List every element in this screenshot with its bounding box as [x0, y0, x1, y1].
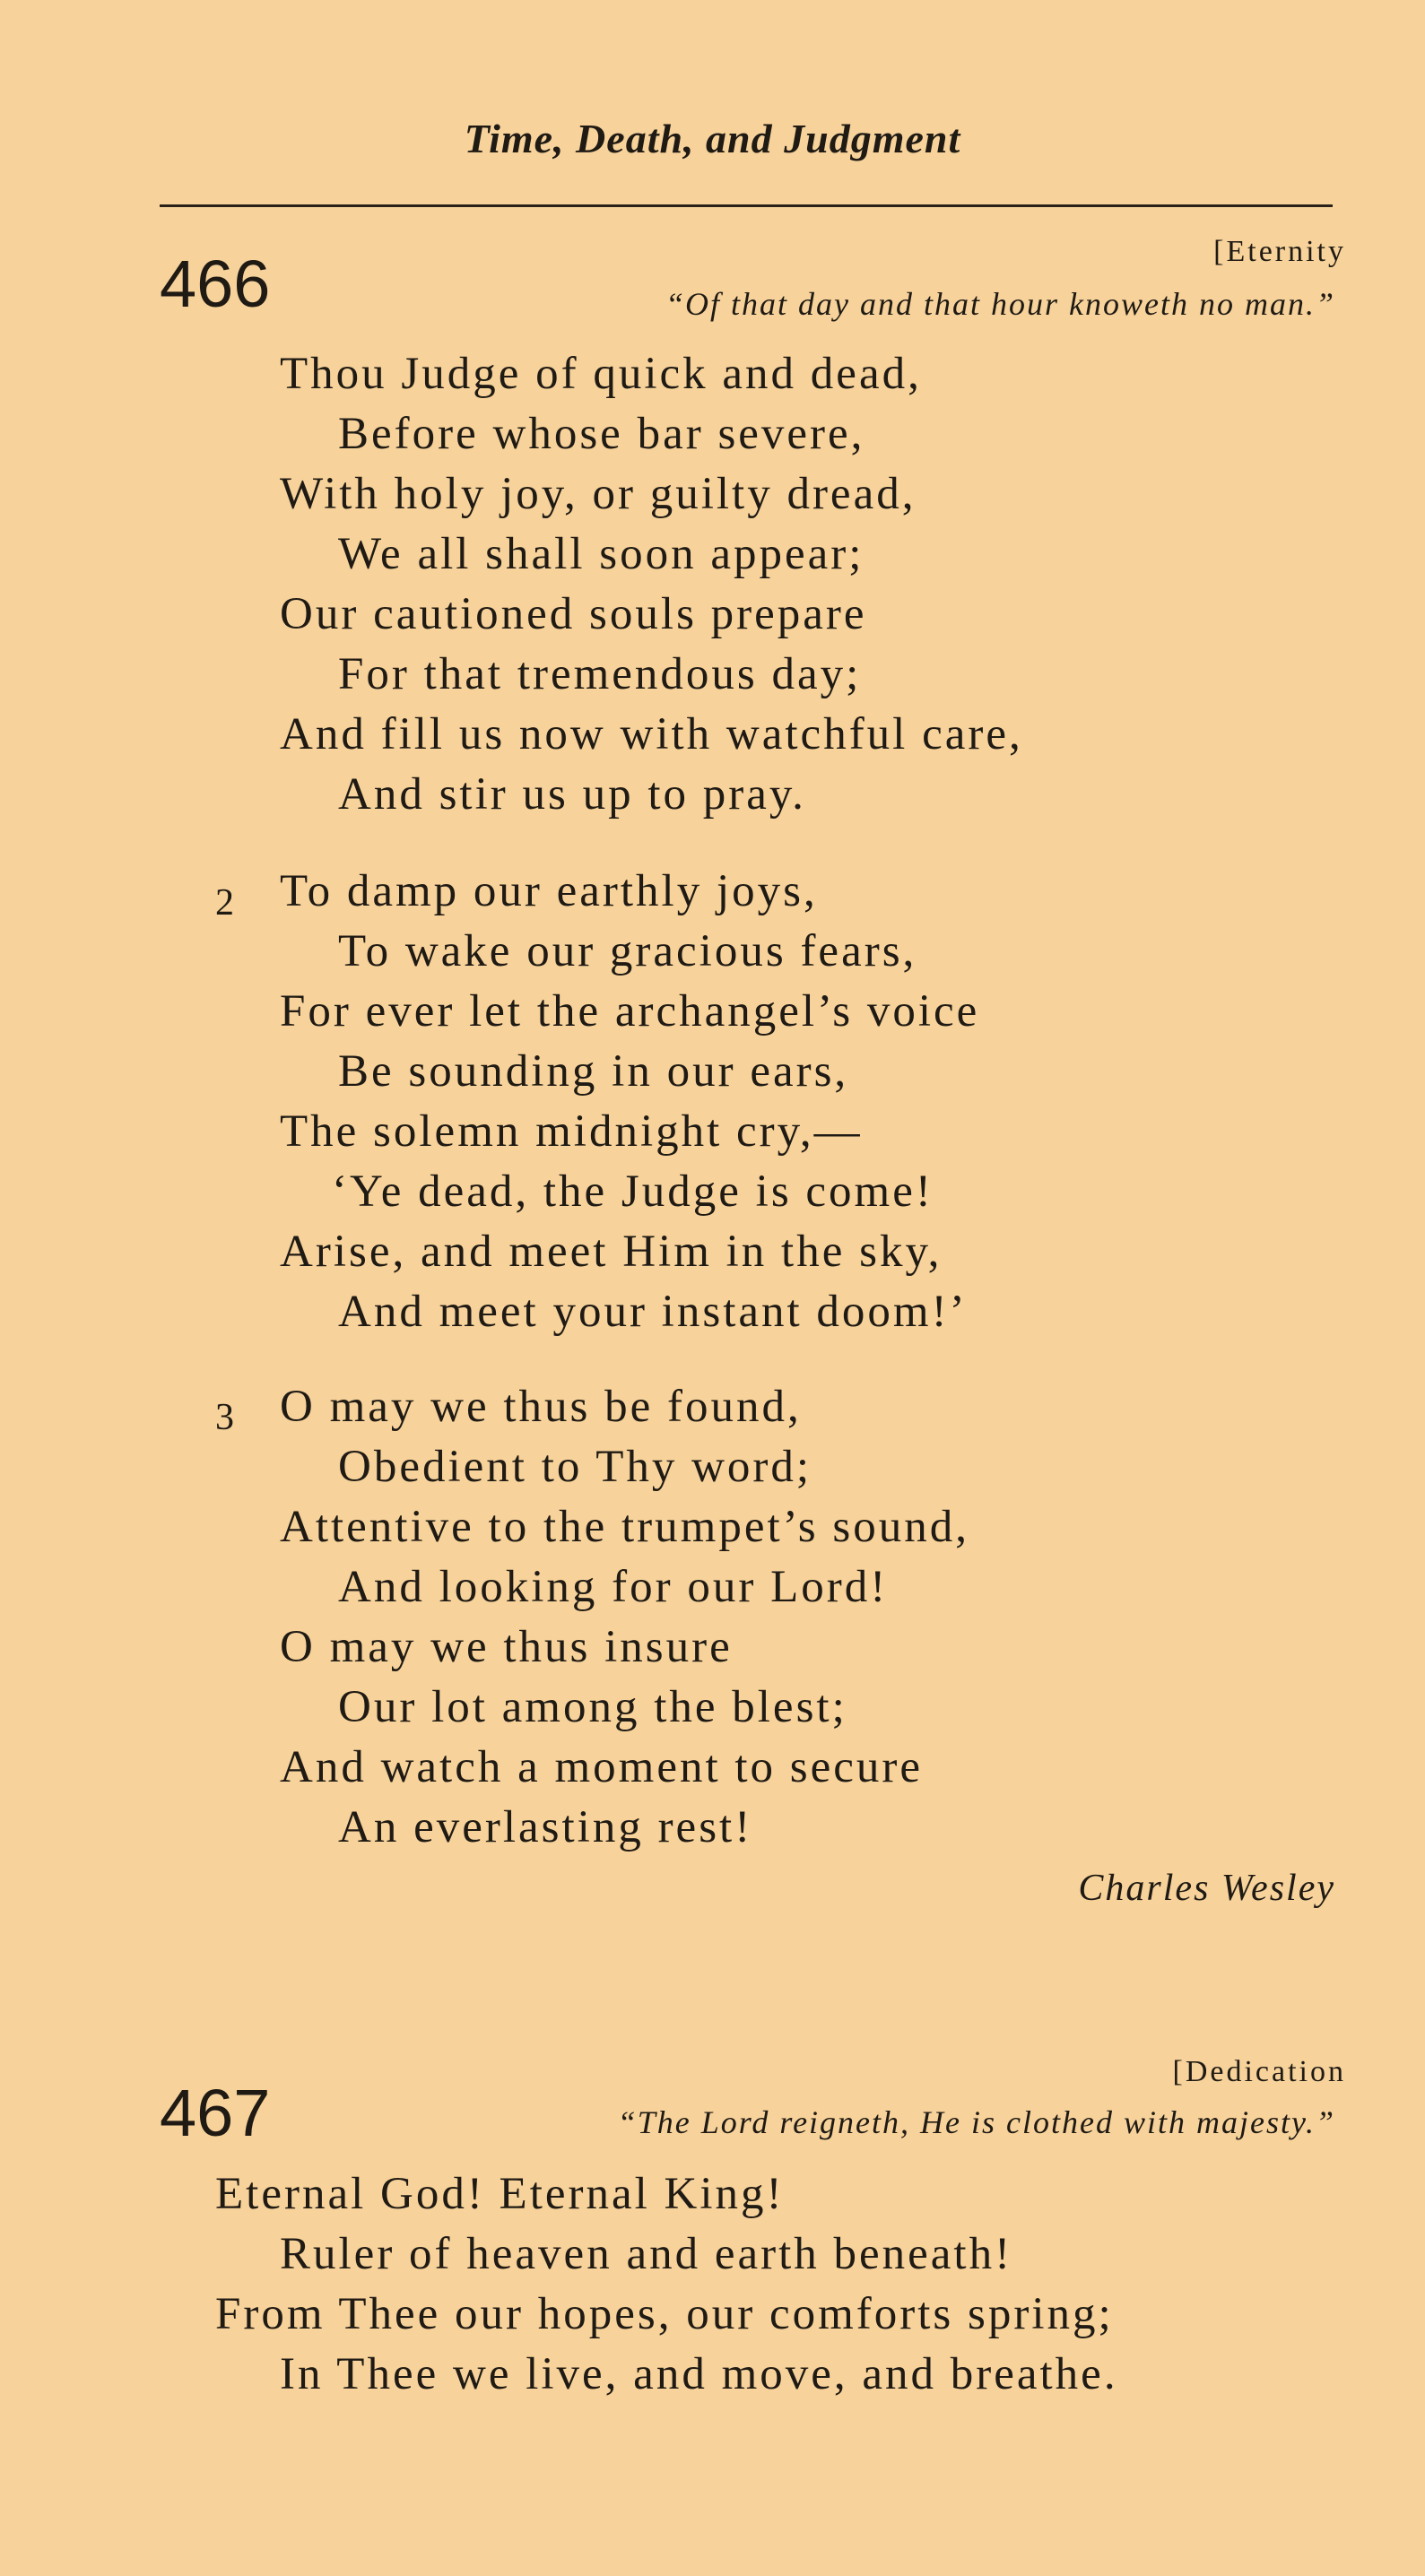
hymn-466-line: For that tremendous day; [338, 649, 862, 699]
hymn-466-line: And meet your instant doom!’ [338, 1287, 968, 1337]
hymn-466-line: With holy joy, or guilty dread, [280, 469, 917, 519]
hymn-466-line: To damp our earthly joys, [280, 866, 818, 916]
hymn-466-line: Be sounding in our ears, [338, 1046, 849, 1097]
hymn-466-topic: [Eternity [1213, 235, 1346, 268]
hymn-466-line: Attentive to the trumpet’s sound, [280, 1502, 969, 1552]
hymn-466-line: And stir us up to pray. [338, 769, 806, 820]
hymn-466-line: And watch a moment to secure [280, 1742, 924, 1792]
hymn-466-author: Charles Wesley [1078, 1868, 1335, 1909]
header-rule [160, 204, 1333, 207]
hymn-466-line: And looking for our Lord! [338, 1562, 889, 1612]
hymn-466-line: And fill us now with watchful care, [280, 709, 1023, 759]
hymn-466-line: Obedient to Thy word; [338, 1442, 812, 1492]
hymn-466-line: Our lot among the blest; [338, 1682, 847, 1732]
hymn-466-line: O may we thus be found, [280, 1382, 802, 1432]
hymn-467-line: Ruler of heaven and earth beneath! [280, 2229, 1013, 2279]
hymn-466-line: O may we thus insure [280, 1622, 733, 1672]
hymn-466-epigraph: “Of that day and that hour knoweth no man.” [665, 286, 1335, 322]
hymn-467-topic: [Dedication [1172, 2055, 1346, 2088]
hymn-467-epigraph: “The Lord reigneth, He is clothed with majesty.” [617, 2104, 1335, 2140]
hymn-466-line: Our cautioned souls prepare [280, 589, 867, 639]
hymn-466-line: An everlasting rest! [338, 1802, 753, 1852]
hymn-467-line: From Thee our hopes, our comforts spring; [215, 2289, 1114, 2339]
hymn-466-line: To wake our gracious fears, [338, 926, 917, 976]
hymn-466-line: We all shall soon appear; [338, 529, 865, 579]
hymn-467-line: In Thee we live, and move, and breathe. [280, 2349, 1118, 2399]
hymn-466-line: Before whose bar severe, [338, 409, 865, 459]
hymn-466-line: Arise, and meet Him in the sky, [280, 1227, 943, 1277]
stanza-number-2: 2 [215, 882, 234, 924]
hymn-467-number: 467 [160, 2076, 271, 2150]
hymn-466-line: Thou Judge of quick and dead, [280, 349, 922, 399]
page-header: Time, Death, and Judgment [464, 116, 961, 161]
hymn-467-line: Eternal God! Eternal King! [215, 2169, 785, 2219]
stanza-number-3: 3 [215, 1397, 234, 1438]
hymn-466-number: 466 [160, 247, 271, 321]
hymn-466-line: The solemn midnight cry,— [280, 1106, 863, 1157]
hymn-466-line: ‘Ye dead, the Judge is come! [332, 1167, 934, 1217]
hymn-466-line: For ever let the archangel’s voice [280, 986, 980, 1036]
